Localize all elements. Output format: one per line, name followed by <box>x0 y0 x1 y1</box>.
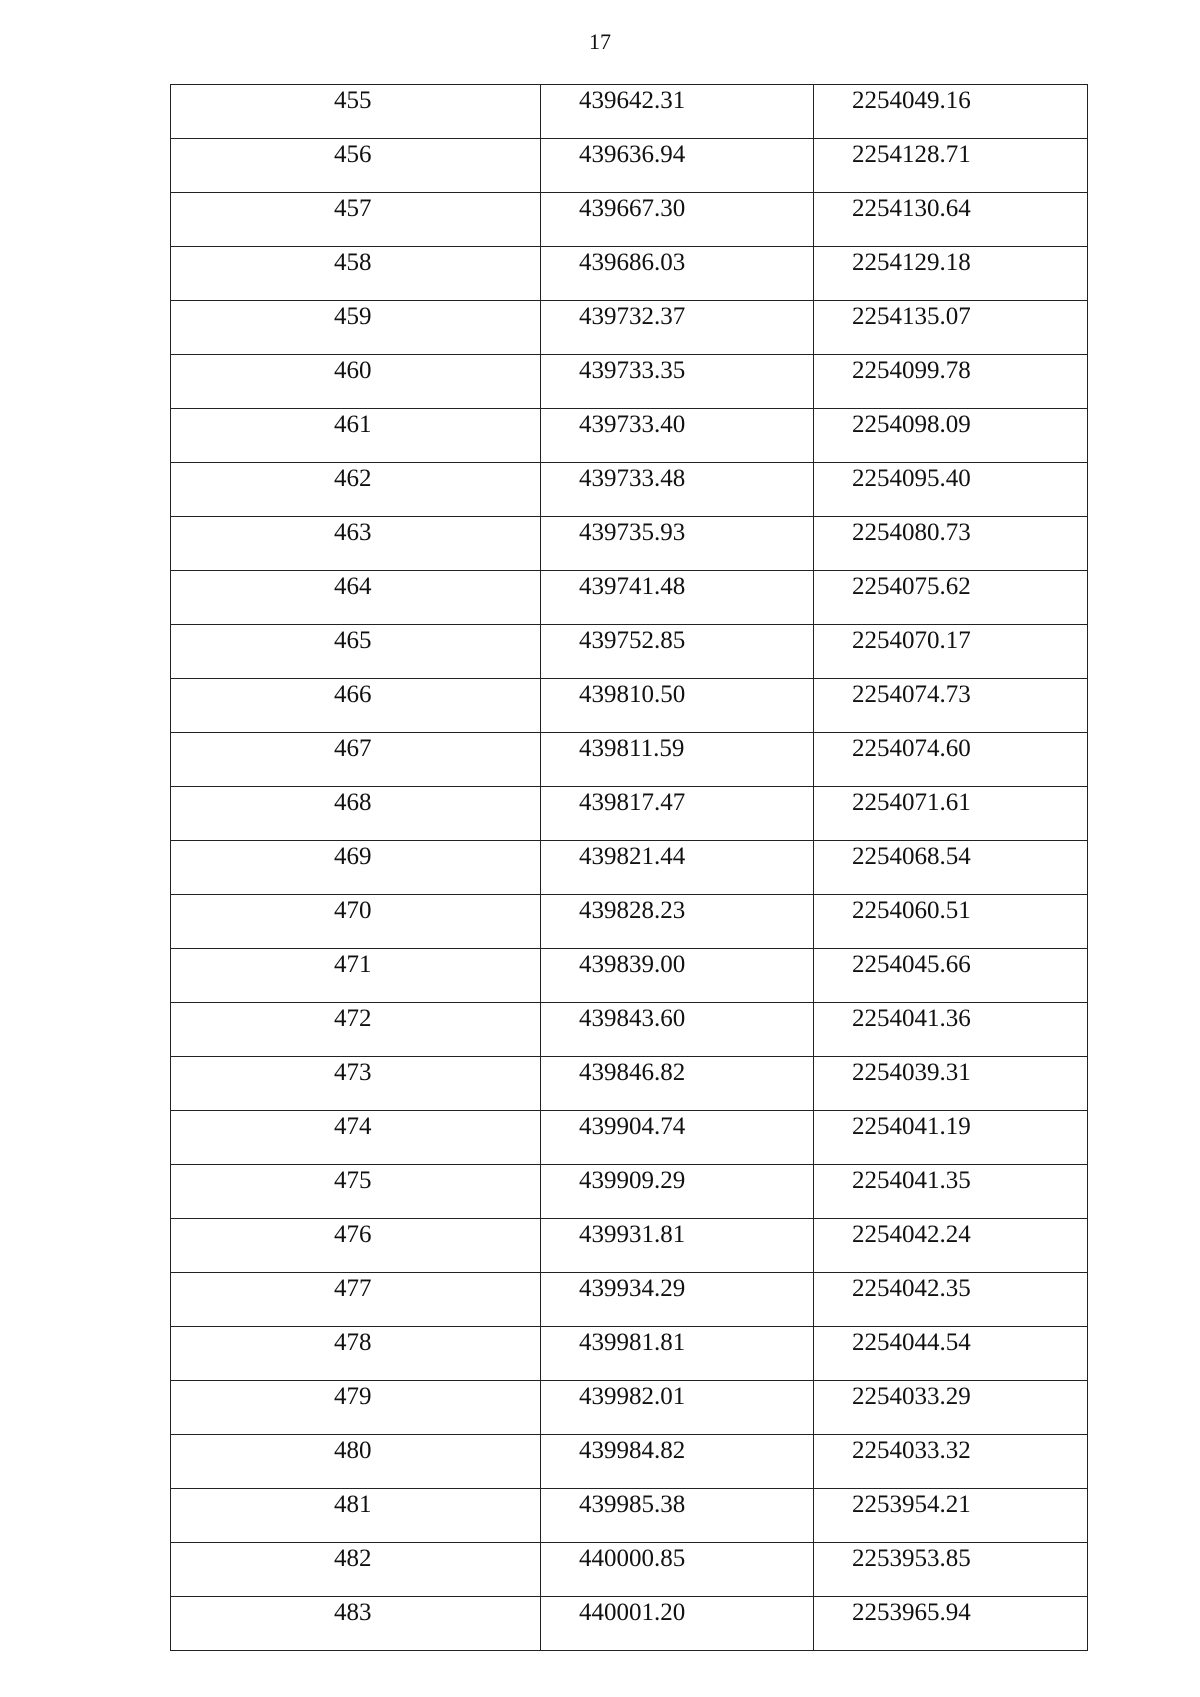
x-coordinate-cell: 439817.47 <box>541 787 814 841</box>
x-coordinate-cell: 439846.82 <box>541 1057 814 1111</box>
x-coordinate-cell: 439843.60 <box>541 1003 814 1057</box>
point-number-cell: 477 <box>171 1273 541 1327</box>
y-coordinate-cell: 2254075.62 <box>814 571 1088 625</box>
x-coordinate-cell: 439733.48 <box>541 463 814 517</box>
table-row <box>171 895 1088 949</box>
table-row <box>171 1111 1088 1165</box>
table-row <box>171 1165 1088 1219</box>
x-coordinate-cell: 440000.85 <box>541 1543 814 1597</box>
point-number-cell: 465 <box>171 625 541 679</box>
table-row <box>171 1489 1088 1543</box>
table-row <box>171 1327 1088 1381</box>
point-number-cell: 479 <box>171 1381 541 1435</box>
table-row <box>171 85 1088 139</box>
point-number-cell: 457 <box>171 193 541 247</box>
x-coordinate-cell: 439984.82 <box>541 1435 814 1489</box>
table-row <box>171 1381 1088 1435</box>
x-coordinate-cell: 439752.85 <box>541 625 814 679</box>
point-number-cell: 474 <box>171 1111 541 1165</box>
table-row <box>171 841 1088 895</box>
x-coordinate-cell: 439904.74 <box>541 1111 814 1165</box>
point-number-cell: 464 <box>171 571 541 625</box>
x-coordinate-cell: 440001.20 <box>541 1597 814 1651</box>
y-coordinate-cell: 2254049.16 <box>814 85 1088 139</box>
y-coordinate-cell: 2254068.54 <box>814 841 1088 895</box>
y-coordinate-cell: 2254039.31 <box>814 1057 1088 1111</box>
table-row <box>171 1597 1088 1651</box>
x-coordinate-cell: 439733.35 <box>541 355 814 409</box>
point-number-cell: 482 <box>171 1543 541 1597</box>
y-coordinate-cell: 2254074.73 <box>814 679 1088 733</box>
table-row <box>171 1435 1088 1489</box>
x-coordinate-cell: 439931.81 <box>541 1219 814 1273</box>
y-coordinate-cell: 2254099.78 <box>814 355 1088 409</box>
table-row <box>171 355 1088 409</box>
x-coordinate-cell: 439909.29 <box>541 1165 814 1219</box>
point-number-cell: 460 <box>171 355 541 409</box>
point-number-cell: 469 <box>171 841 541 895</box>
point-number-cell: 481 <box>171 1489 541 1543</box>
y-coordinate-cell: 2254095.40 <box>814 463 1088 517</box>
point-number-cell: 467 <box>171 733 541 787</box>
table-row <box>171 1003 1088 1057</box>
table-row <box>171 193 1088 247</box>
y-coordinate-cell: 2254098.09 <box>814 409 1088 463</box>
point-number-cell: 459 <box>171 301 541 355</box>
y-coordinate-cell: 2254080.73 <box>814 517 1088 571</box>
x-coordinate-cell: 439810.50 <box>541 679 814 733</box>
table-row <box>171 247 1088 301</box>
point-number-cell: 461 <box>171 409 541 463</box>
y-coordinate-cell: 2254041.35 <box>814 1165 1088 1219</box>
table-row <box>171 679 1088 733</box>
x-coordinate-cell: 439733.40 <box>541 409 814 463</box>
x-coordinate-cell: 439821.44 <box>541 841 814 895</box>
point-number-cell: 472 <box>171 1003 541 1057</box>
point-number-cell: 471 <box>171 949 541 1003</box>
y-coordinate-cell: 2254074.60 <box>814 733 1088 787</box>
point-number-cell: 475 <box>171 1165 541 1219</box>
point-number-cell: 463 <box>171 517 541 571</box>
table-row <box>171 733 1088 787</box>
y-coordinate-cell: 2254130.64 <box>814 193 1088 247</box>
point-number-cell: 478 <box>171 1327 541 1381</box>
point-number-cell: 466 <box>171 679 541 733</box>
y-coordinate-cell: 2254135.07 <box>814 301 1088 355</box>
x-coordinate-cell: 439982.01 <box>541 1381 814 1435</box>
point-number-cell: 473 <box>171 1057 541 1111</box>
page-number: 17 <box>589 29 611 54</box>
y-coordinate-cell: 2254045.66 <box>814 949 1088 1003</box>
point-number-cell: 462 <box>171 463 541 517</box>
x-coordinate-cell: 439732.37 <box>541 301 814 355</box>
x-coordinate-cell: 439985.38 <box>541 1489 814 1543</box>
point-number-cell: 455 <box>171 85 541 139</box>
coordinates-table-body <box>171 85 1088 1651</box>
y-coordinate-cell: 2254041.19 <box>814 1111 1088 1165</box>
y-coordinate-cell: 2254128.71 <box>814 139 1088 193</box>
y-coordinate-cell: 2254044.54 <box>814 1327 1088 1381</box>
point-number-cell: 458 <box>171 247 541 301</box>
y-coordinate-cell: 2254060.51 <box>814 895 1088 949</box>
x-coordinate-cell: 439642.31 <box>541 85 814 139</box>
y-coordinate-cell: 2253965.94 <box>814 1597 1088 1651</box>
table-row <box>171 409 1088 463</box>
y-coordinate-cell: 2254071.61 <box>814 787 1088 841</box>
y-coordinate-cell: 2254033.32 <box>814 1435 1088 1489</box>
table-row <box>171 1543 1088 1597</box>
x-coordinate-cell: 439686.03 <box>541 247 814 301</box>
x-coordinate-cell: 439828.23 <box>541 895 814 949</box>
y-coordinate-cell: 2254070.17 <box>814 625 1088 679</box>
table-row <box>171 625 1088 679</box>
y-coordinate-cell: 2254041.36 <box>814 1003 1088 1057</box>
table-row <box>171 949 1088 1003</box>
x-coordinate-cell: 439735.93 <box>541 517 814 571</box>
table-row <box>171 139 1088 193</box>
coordinates-table <box>170 84 1088 1651</box>
table-row <box>171 787 1088 841</box>
point-number-cell: 470 <box>171 895 541 949</box>
point-number-cell: 483 <box>171 1597 541 1651</box>
x-coordinate-cell: 439981.81 <box>541 1327 814 1381</box>
table-row <box>171 463 1088 517</box>
point-number-cell: 480 <box>171 1435 541 1489</box>
y-coordinate-cell: 2254033.29 <box>814 1381 1088 1435</box>
x-coordinate-cell: 439667.30 <box>541 193 814 247</box>
table-row <box>171 1219 1088 1273</box>
point-number-cell: 468 <box>171 787 541 841</box>
x-coordinate-cell: 439839.00 <box>541 949 814 1003</box>
y-coordinate-cell: 2254042.35 <box>814 1273 1088 1327</box>
y-coordinate-cell: 2253953.85 <box>814 1543 1088 1597</box>
table-row <box>171 1273 1088 1327</box>
table-row <box>171 571 1088 625</box>
x-coordinate-cell: 439741.48 <box>541 571 814 625</box>
table-row <box>171 1057 1088 1111</box>
x-coordinate-cell: 439811.59 <box>541 733 814 787</box>
point-number-cell: 456 <box>171 139 541 193</box>
y-coordinate-cell: 2254042.24 <box>814 1219 1088 1273</box>
table-row <box>171 517 1088 571</box>
y-coordinate-cell: 2254129.18 <box>814 247 1088 301</box>
x-coordinate-cell: 439934.29 <box>541 1273 814 1327</box>
y-coordinate-cell: 2253954.21 <box>814 1489 1088 1543</box>
x-coordinate-cell: 439636.94 <box>541 139 814 193</box>
point-number-cell: 476 <box>171 1219 541 1273</box>
table-row <box>171 301 1088 355</box>
